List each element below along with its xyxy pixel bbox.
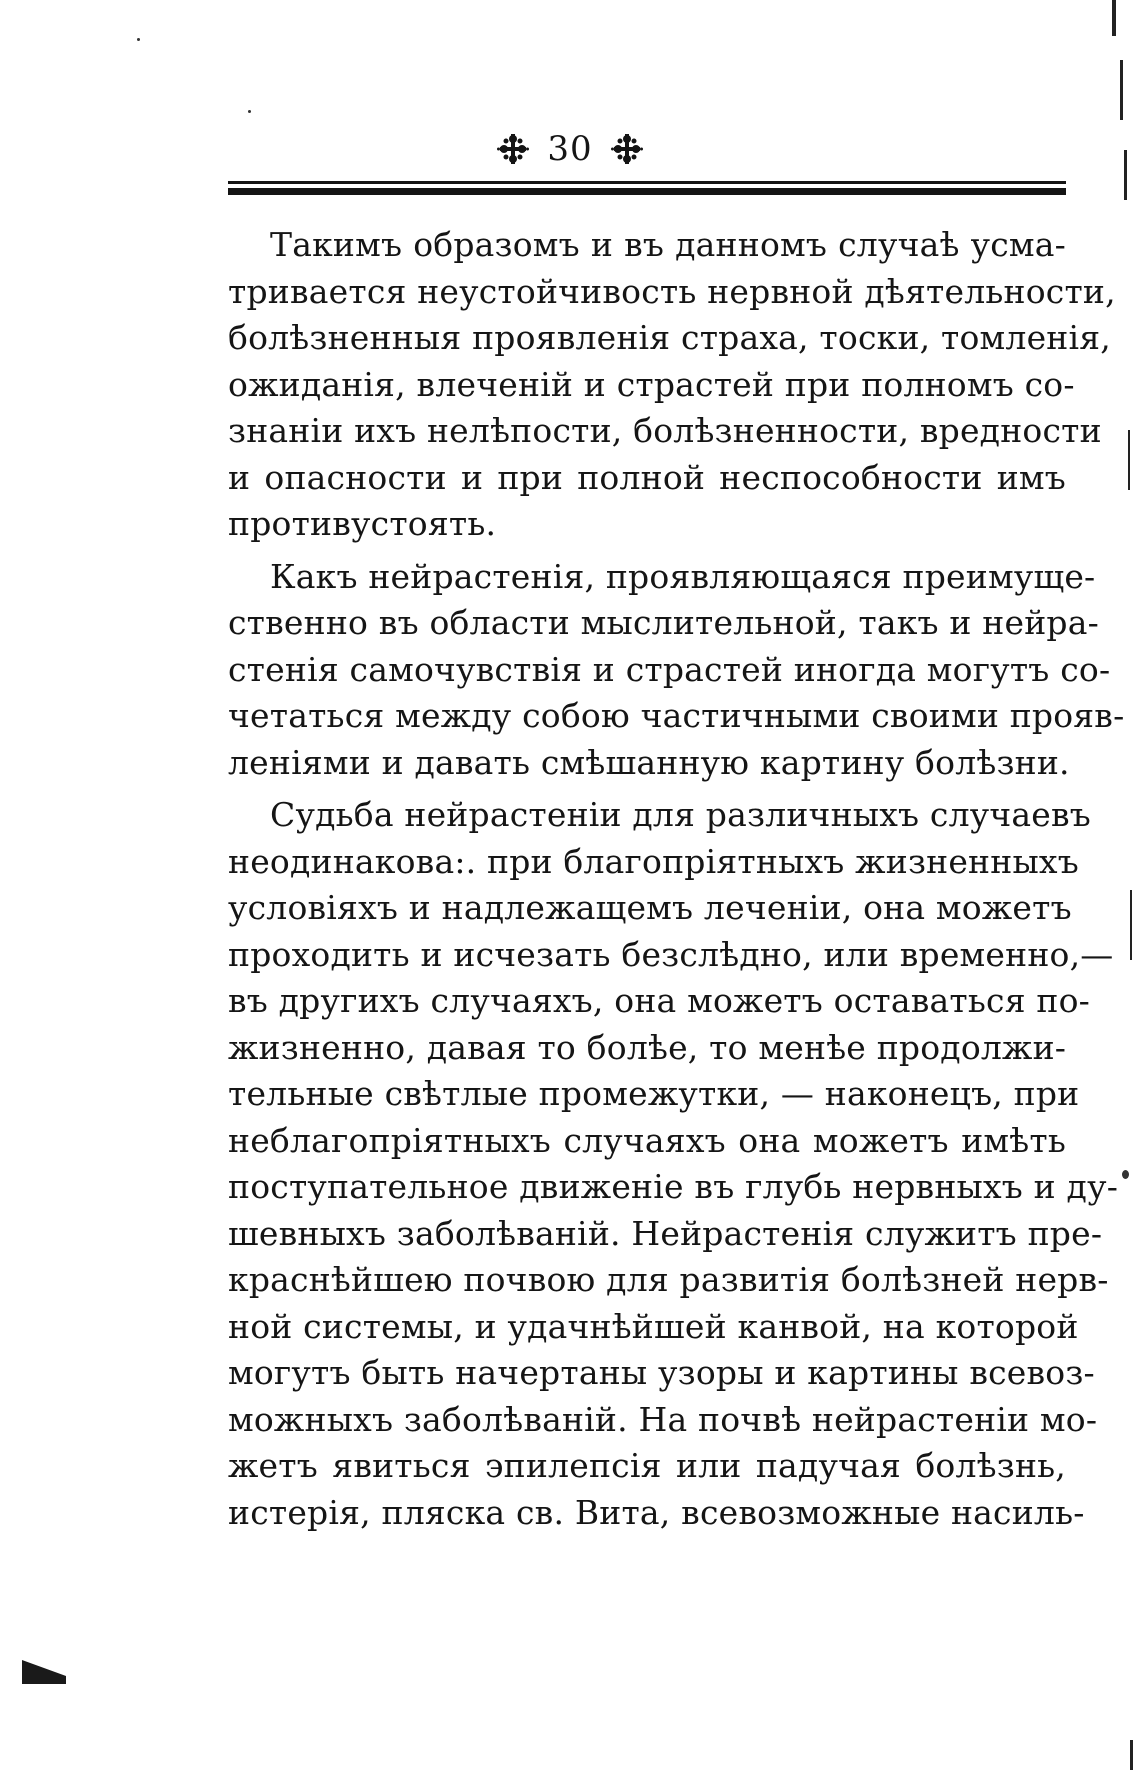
text-line: тельные свѣтлые промежутки, — наконецъ, при xyxy=(228,1074,1080,1113)
text-line: знаніи ихъ нелѣпости, болѣзненности, вредности xyxy=(228,411,1102,450)
margin-edge-mark xyxy=(1124,150,1127,200)
text-line: Такимъ образомъ и въ данномъ случаѣ усма- xyxy=(270,225,1066,264)
margin-edge-mark xyxy=(1130,1740,1133,1770)
margin-edge-mark xyxy=(1120,60,1123,120)
text-line: тривается неустойчивость нервной дѣятельности, xyxy=(228,271,1116,311)
text-line: леніями и давать смѣшанную картину болѣзни. xyxy=(228,742,1070,782)
paragraph-1 xyxy=(228,222,1116,548)
text-line: и опасности и при полной неспособности имъ xyxy=(228,457,1066,497)
text-line: поступательное движеніе въ глубь нервныхъ и ду- xyxy=(228,1167,1119,1206)
page-number: 30 xyxy=(547,129,593,169)
text-line: ственно въ области мыслительной, такъ и нейра- xyxy=(228,603,1099,642)
header-rule-thick xyxy=(228,188,1066,195)
text-line: могутъ быть начертаны узоры и картины всевоз- xyxy=(228,1353,1095,1392)
text-line: болѣзненныя проявленія страха, тоски, томленія, xyxy=(228,318,1111,357)
text-line: краснѣйшею почвою для развитія болѣзней нерв- xyxy=(228,1260,1109,1299)
text-line: шевныхъ заболѣваній. Нейрастенія служитъ пре- xyxy=(228,1213,1103,1253)
body-text xyxy=(228,222,1125,1542)
paragraph-3 xyxy=(228,792,1119,1536)
text-line: условіяхъ и надлежащемъ леченіи, она можетъ xyxy=(228,888,1072,927)
margin-edge-mark xyxy=(1112,0,1116,36)
text-line: четаться между собою частичными своими прояв- xyxy=(228,696,1125,735)
margin-dot xyxy=(1122,1170,1129,1179)
text-line: противустоять. xyxy=(228,504,497,543)
text-line: неодинакова:. при благопріятныхъ жизненныхъ xyxy=(228,841,1079,881)
text-line: проходить и исчезать безслѣдно, или временно,— xyxy=(228,934,1114,974)
corner-arrow-mark xyxy=(22,1660,66,1676)
page-header xyxy=(0,129,1140,169)
text-line: неблагопріятныхъ случаяхъ она можетъ имѣть xyxy=(228,1120,1066,1160)
text-line: можныхъ заболѣваній. На почвѣ нейрастеніи мо- xyxy=(228,1399,1098,1439)
paragraph-2 xyxy=(228,554,1125,787)
margin-dot xyxy=(248,110,251,113)
text-line: ожиданія, влеченій и страстей при полномъ со- xyxy=(228,364,1075,404)
margin-edge-mark xyxy=(1130,890,1132,960)
fleuron-icon xyxy=(611,132,643,166)
text-line: стенія самочувствія и страстей иногда могутъ со- xyxy=(228,649,1111,689)
text-line: истерія, пляска св. Вита, всевозможные насиль- xyxy=(228,1492,1085,1532)
header-rule-thin xyxy=(228,181,1066,184)
text-line: въ другихъ случаяхъ, она можетъ оставаться по- xyxy=(228,981,1091,1020)
margin-dot xyxy=(137,38,140,41)
text-line: жетъ явиться эпилепсія или падучая болѣзнь, xyxy=(228,1446,1066,1485)
text-line: Какъ нейрастенія, проявляющаяся преимуще- xyxy=(270,556,1096,596)
text-line: жизненно, давая то болѣе, то менѣе продолжи- xyxy=(228,1027,1067,1067)
text-line: ной системы, и удачнѣйшей канвой, на которой xyxy=(228,1306,1079,1346)
margin-edge-mark xyxy=(1128,430,1130,490)
fleuron-icon xyxy=(497,132,529,166)
text-line: Судьба нейрастеніи для различныхъ случаевъ xyxy=(270,795,1091,834)
